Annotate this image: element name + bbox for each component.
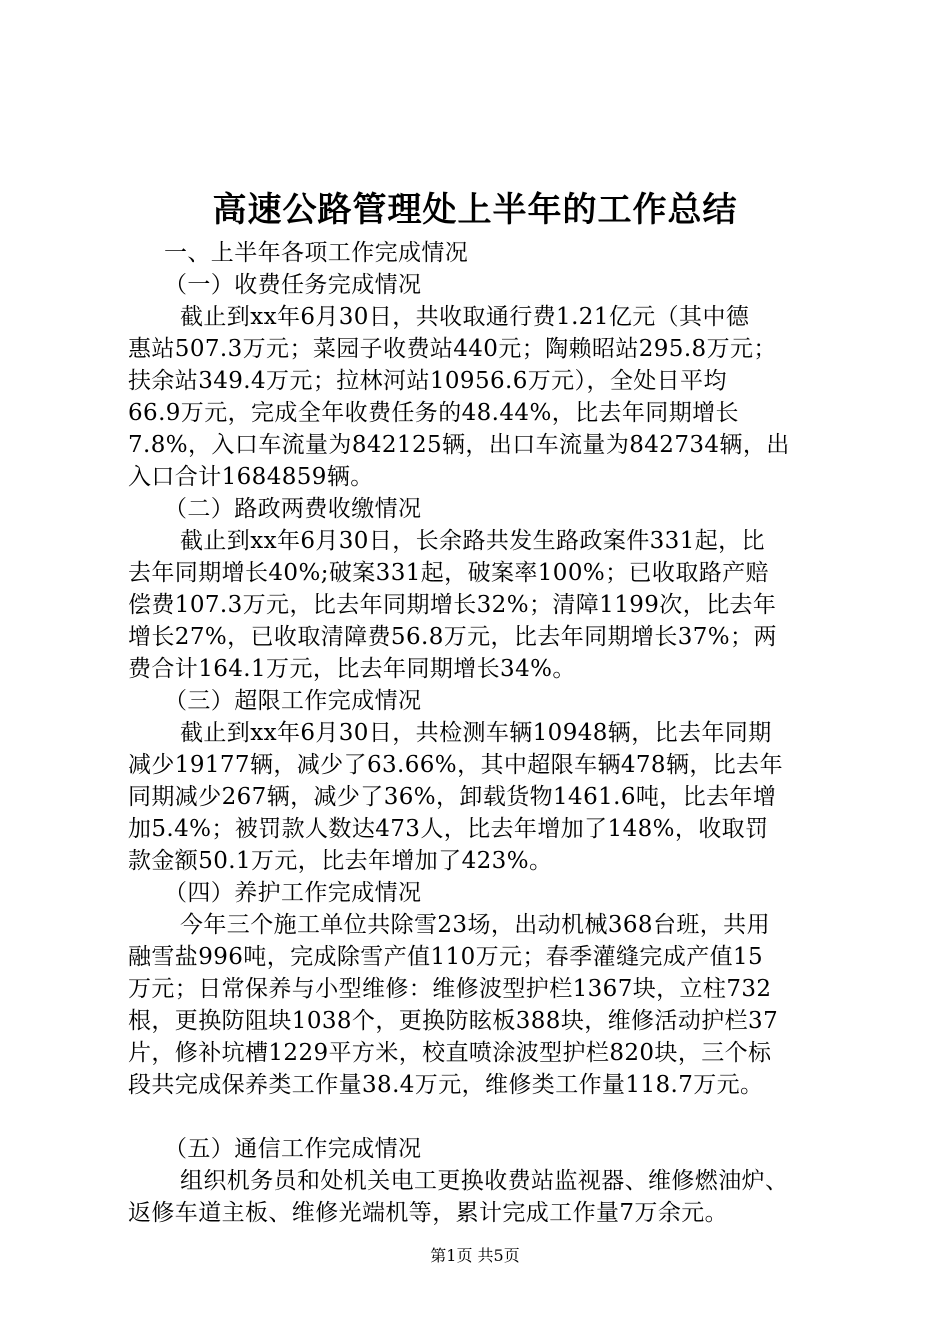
paragraph-line: 段共完成保养类工作量38.4万元，维修类工作量118.7万元。 [128, 1072, 764, 1098]
paragraph-line: 增长27%，已收取清障费56.8万元，比去年同期增长37%；两 [128, 624, 777, 650]
section-heading: （二）路政两费收缴情况 [164, 496, 422, 522]
paragraph-line: 融雪盐996吨，完成除雪产值110万元；春季灌缝完成产值15 [128, 944, 764, 970]
paragraph-line: 费合计164.1万元，比去年同期增长34%。 [128, 656, 576, 682]
paragraph-line: 7.8%，入口车流量为842125辆，出口车流量为842734辆，出 [128, 432, 790, 458]
paragraph-line: 加5.4%；被罚款人数达473人，比去年增加了148%，收取罚 [128, 816, 769, 842]
paragraph-line: 截止到xx年6月30日，长余路共发生路政案件331起，比 [180, 528, 765, 554]
section-heading: 一、上半年各项工作完成情况 [164, 240, 469, 266]
paragraph-line: 根，更换防阻块1038个，更换防眩板388块，维修活动护栏37 [128, 1008, 779, 1034]
paragraph-line: 惠站507.3万元；菜园子收费站440元；陶赖昭站295.8万元； [128, 336, 777, 362]
section-heading: （一）收费任务完成情况 [164, 272, 422, 298]
paragraph-line: 款金额50.1万元，比去年增加了423%。 [128, 848, 553, 874]
paragraph-line: 片，修补坑槽1229平方米，校直喷涂波型护栏820块，三个标 [128, 1040, 772, 1066]
page-footer: 第1页 共5页 [430, 1246, 520, 1265]
blank-line [128, 1101, 838, 1133]
paragraph-line: 入口合计1684859辆。 [128, 464, 374, 490]
paragraph-line: 去年同期增长40%;破案331起，破案率100%；已收取路产赔 [128, 560, 769, 586]
paragraph-line: 今年三个施工单位共除雪23场，出动机械368台班，共用 [180, 912, 770, 938]
paragraph-line: 减少19177辆，减少了63.66%，其中超限车辆478辆，比去年 [128, 752, 783, 778]
paragraph-line: 截止到xx年6月30日，共收取通行费1.21亿元（其中德 [180, 304, 750, 330]
section-heading: （四）养护工作完成情况 [164, 880, 422, 906]
document-title: 高速公路管理处上半年的工作总结 [212, 190, 738, 230]
section-heading: （五）通信工作完成情况 [164, 1136, 422, 1162]
paragraph-line: 万元；日常保养与小型维修：维修波型护栏1367块，立柱732 [128, 976, 772, 1002]
document-body [128, 237, 838, 1229]
paragraph-line: 扶余站349.4万元；拉林河站10956.6万元），全处日平均 [128, 368, 727, 394]
paragraph-line: 截止到xx年6月30日，共检测车辆10948辆，比去年同期 [180, 720, 772, 746]
paragraph-line: 组织机务员和处机关电工更换收费站监视器、维修燃油炉、 [180, 1168, 789, 1194]
section-heading: （三）超限工作完成情况 [164, 688, 422, 714]
paragraph-line: 66.9万元，完成全年收费任务的48.44%，比去年同期增长 [128, 400, 739, 426]
paragraph-line: 返修车道主板、维修光端机等，累计完成工作量7万余元。 [128, 1200, 729, 1226]
paragraph-line: 偿费107.3万元，比去年同期增长32%；清障1199次，比去年 [128, 592, 777, 618]
paragraph-line: 同期减少267辆，减少了36%，卸载货物1461.6吨，比去年增 [128, 784, 777, 810]
